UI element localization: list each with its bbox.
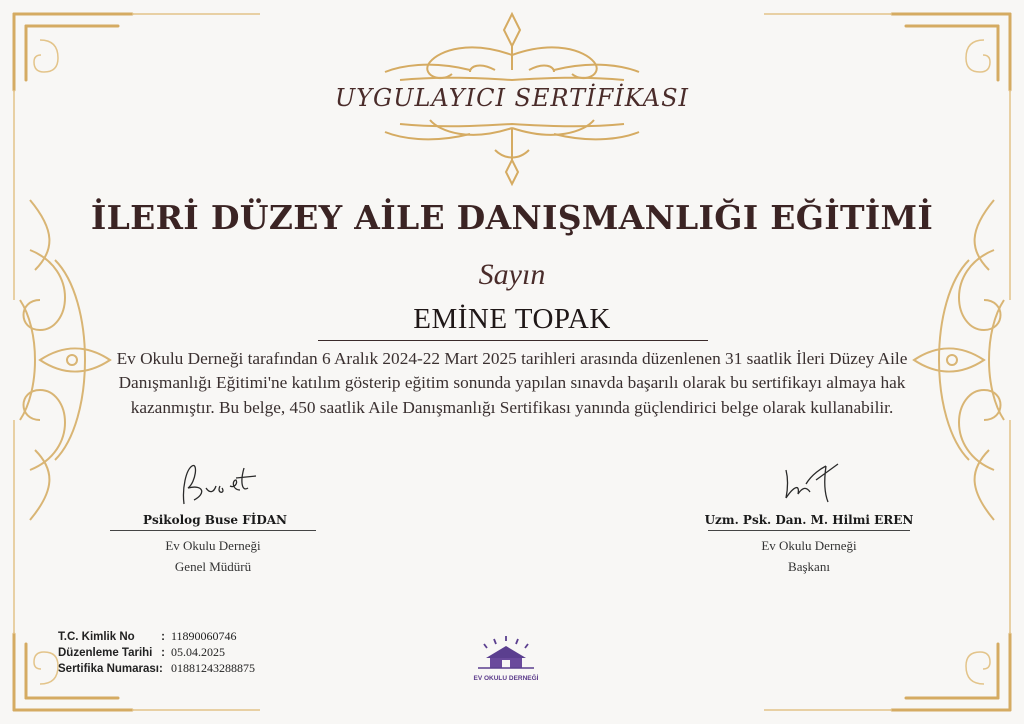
- meta-row-date: Düzenleme Tarihi : 05.04.2025: [58, 645, 225, 659]
- left-signature: [176, 458, 266, 510]
- organization-logo: [466, 634, 546, 684]
- right-signature: [776, 458, 856, 510]
- meta-row-cert-no: [58, 661, 255, 677]
- right-signature-line: [708, 530, 910, 531]
- right-signatory-name: Uzm. Psk. Dan. M. Hilmi EREN: [704, 513, 914, 527]
- right-signatory-org: Ev Okulu Derneği: [761, 538, 857, 553]
- right-flourish: [914, 200, 1004, 520]
- left-signature-line: [110, 530, 316, 531]
- house-icon: [466, 634, 546, 670]
- date-label: Düzenleme Tarihi: [58, 647, 153, 659]
- tc-value: 11890060746: [171, 629, 237, 643]
- left-signatory-name: Psikolog Buse FİDAN: [142, 513, 288, 527]
- logo-text: EV OKULU DERNEĞİ: [473, 675, 539, 682]
- certificate-title: İLERİ DÜZEY AİLE DANIŞMANLIĞI EĞİTİMİ: [90, 198, 934, 237]
- certificate-meta: [58, 629, 255, 677]
- salutation: Sayın: [478, 258, 546, 291]
- right-signatory-role: Başkanı: [788, 559, 830, 574]
- cert-no-value: 01881243288875: [171, 661, 255, 675]
- top-ornament: [385, 14, 639, 80]
- left-flourish: [20, 200, 110, 520]
- recipient-underline: [318, 340, 708, 341]
- recipient-name: EMİNE TOPAK: [413, 303, 611, 335]
- certificate-body: Ev Okulu Derneği tarafından 6 Aralık 2024-22 Mart 2025 tarihleri arasında düzenlenen 31 saatlik İleri Düzey Aile Danışmanlığı Eğitimi'ne katılım gösterip eğitim sonunda yapılan sınavda başarılı olarak bu sertifikayı almaya hak kazanmıştır. Bu belge, 450 saatlik Aile Danışmanlığı Sertifikası yanında güçlendirici belge olarak kullanabilir.: [116, 349, 908, 417]
- certificate-kicker: UYGULAYICI SERTİFİKASI: [334, 84, 689, 112]
- ornament-below-kicker: [385, 120, 639, 184]
- left-signatory-org: Ev Okulu Derneği: [165, 538, 261, 553]
- left-signatory-role: Genel Müdürü: [174, 559, 252, 574]
- tc-label: T.C. Kimlik No: [58, 631, 135, 643]
- cert-no-label: Sertifika Numarası:: [58, 663, 163, 675]
- date-value: 05.04.2025: [171, 645, 225, 659]
- meta-row-tc: T.C. Kimlik No : 11890060746: [58, 629, 237, 643]
